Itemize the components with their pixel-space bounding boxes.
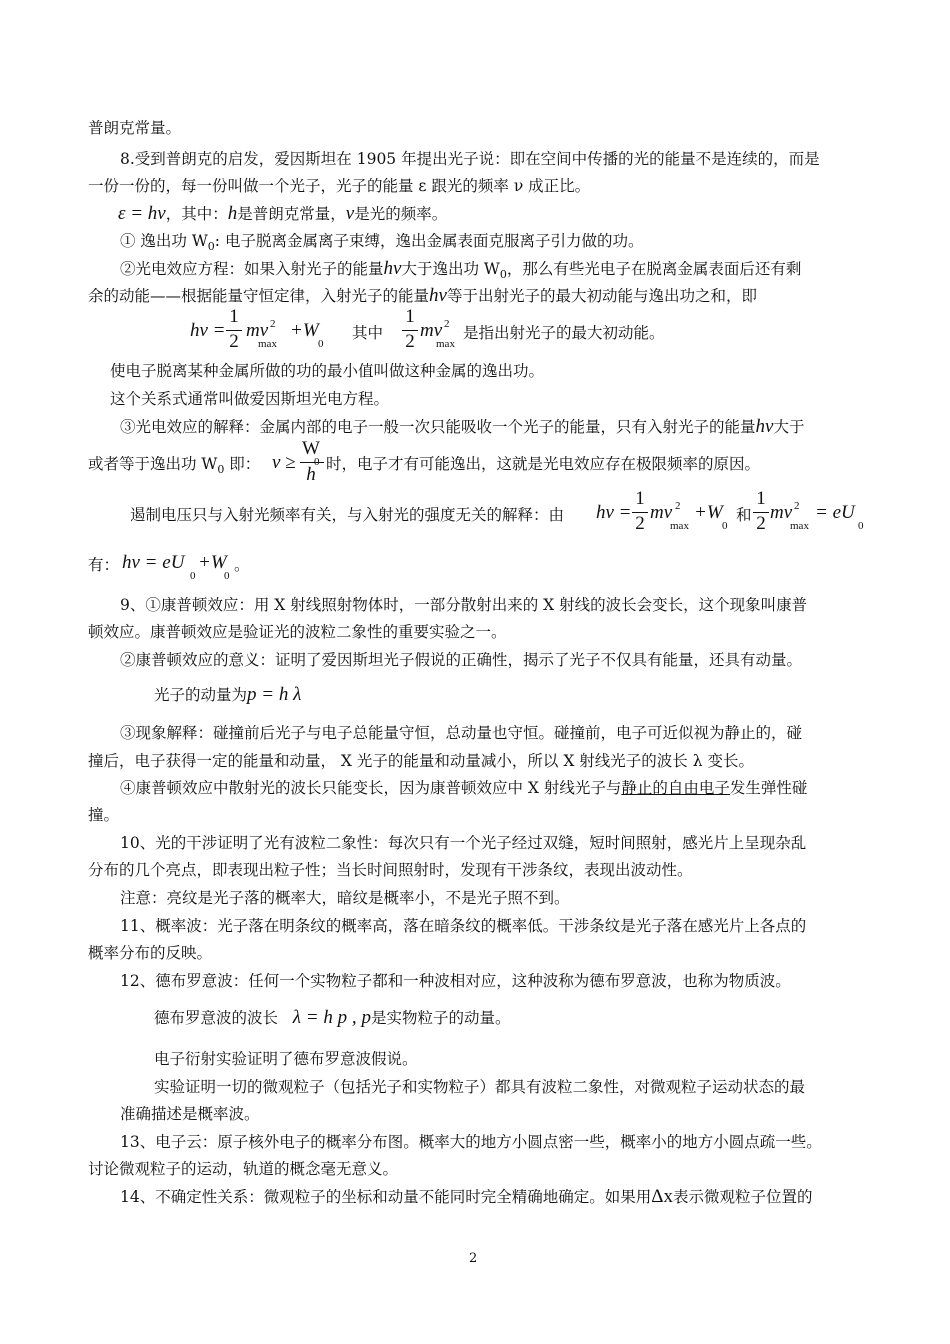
text-fragment: 是实物粒子的动量。 — [371, 1009, 511, 1027]
formula-eu: = eU — [815, 502, 855, 523]
formula-h: h — [227, 203, 238, 224]
text-fragment: 表示微观粒子位置的 — [672, 1188, 813, 1206]
subscript: max — [670, 520, 689, 532]
formula-hnu: hν — [383, 258, 402, 279]
text-fragment: 大于 — [773, 418, 805, 436]
fraction-numerator: 1 — [756, 488, 766, 509]
formula-hnu: hν — [429, 285, 447, 306]
text-line: 一份一份的，每一份叫做一个光子，光子的能量 ε 跟光的频率 ν 成正比。 — [88, 177, 591, 195]
formula-plus-w: +W — [694, 502, 723, 523]
page-number: 2 — [469, 1251, 478, 1266]
text-line — [88, 285, 757, 307]
formula-hnu: hν — [755, 416, 774, 437]
subscript: 0 — [224, 570, 230, 582]
fraction-denominator: 2 — [229, 331, 239, 352]
formula-de-broglie: λ = h p , — [292, 1007, 357, 1028]
text-fragment: 是普朗克常量， — [237, 205, 346, 223]
subscript: max — [790, 520, 809, 532]
fraction-numerator: 1 — [229, 306, 239, 327]
formula-mv: mv — [420, 320, 443, 341]
superscript: 2 — [675, 500, 681, 512]
formula-line — [154, 684, 301, 706]
underlined-text: 静止的自由电子 — [621, 779, 730, 797]
formula-mv: mv — [770, 502, 793, 523]
formula-delta-x: Δx — [651, 1186, 673, 1207]
text-line — [120, 258, 801, 282]
fraction-numerator: 1 — [405, 306, 415, 327]
fraction-bar — [300, 462, 324, 463]
text-line: 普朗克常量。 — [88, 119, 182, 137]
fraction-denominator: 2 — [405, 331, 415, 352]
text-fragment: 遏制电压只与入射光频率有关，与入射光的强度无关的解释：由 — [130, 506, 565, 524]
text-line: ②康普顿效应的意义：证明了爱因斯坦光子假说的正确性，揭示了光子不仅具有能量，还具有动量。 — [120, 651, 803, 669]
text-fragment: ① 逸出功 W — [120, 232, 208, 250]
text-fragment: 时，电子才有可能逸出，这就是光电效应存在极限频率的原因。 — [326, 455, 761, 473]
text-fragment: 和 — [736, 506, 752, 524]
formula-momentum: p = h λ — [247, 684, 302, 705]
text-fragment: 光子的动量为 — [154, 686, 248, 704]
subscript: 0 — [217, 463, 225, 476]
text-fragment: 其中 — [352, 324, 384, 342]
formula-line — [154, 1007, 511, 1029]
text-line: 8.受到普朗克的启发，爱因斯坦在 1905 年提出光子说：即在空间中传播的光的能量不是连续的，而是 — [120, 150, 820, 168]
text-line: 撞。 — [88, 806, 120, 824]
text-line: 撞后，电子获得一定的能量和动量， X 光子的能量和动量减小，所以 X 射线光子的波长 λ 变长。 — [88, 752, 754, 770]
text-line: ③现象解释：碰撞前后光子与电子总能量守恒，总动量也守恒。碰撞前，电子可近似视为静止的，碰 — [120, 724, 803, 742]
text-fragment: 大于逸出功 W — [401, 260, 500, 278]
text-fragment: ④康普顿效应中散射光的波长只能变长，因为康普顿效应中 X 射线光子与 — [120, 779, 622, 797]
formula-p: p — [361, 1007, 372, 1028]
formula-hv-eu: hν = eU — [122, 552, 185, 573]
subscript: 0 — [499, 268, 507, 281]
text-line — [120, 230, 643, 254]
formula-plus-w: +W — [290, 320, 319, 341]
fraction-numerator: 1 — [635, 488, 645, 509]
text-fragment: 。 — [234, 556, 250, 574]
text-fragment: : 电子脱离金属离子束缚，逸出金属表面克服离子引力做的功。 — [214, 232, 644, 250]
subscript: 0 — [722, 520, 728, 532]
text-line: 10、光的干涉证明了光有波粒二象性：每次只有一个光子经过双缝，短时间照射，感光片上呈现杂乱 — [120, 834, 807, 852]
formula-lhs: hν = — [190, 320, 226, 341]
text-line: 讨论微观粒子的运动，轨道的概念毫无意义。 — [88, 1160, 399, 1178]
text-fragment: 是光的频率。 — [354, 205, 448, 223]
text-line: 概率分布的反映。 — [88, 944, 213, 962]
subscript: 0 — [318, 338, 324, 350]
text-line — [120, 1186, 812, 1208]
formula-lhs: hν = — [596, 502, 632, 523]
formula-line — [118, 203, 447, 225]
text-fragment: 德布罗意波的波长 — [154, 1009, 279, 1027]
fraction-denominator: 2 — [756, 513, 766, 534]
text-fragment: ②光电效应方程：如果入射光子的能量 — [120, 260, 384, 278]
subscript: 0 — [207, 240, 215, 253]
superscript: 2 — [794, 500, 800, 512]
fraction-denominator: h — [306, 464, 316, 485]
subscript: 0 — [858, 520, 864, 532]
text-fragment: ，那么有些光电子在脱离金属表面后还有剩 — [506, 260, 802, 278]
formula-nu: ν — [345, 203, 355, 224]
text-line: 实验证明一切的微观粒子（包括光子和实物粒子）都具有波粒二象性，对微观粒子运动状态的最 — [154, 1078, 806, 1096]
subscript: max — [436, 338, 455, 350]
text-line: 12、德布罗意波：任何一个实物粒子都和一种波相对应，这种波称为德布罗意波，也称为物质波。 — [120, 972, 791, 990]
text-line: 11、概率波：光子落在明条纹的概率高，落在暗条纹的概率低。干涉条纹是光子落在感光片上各点的 — [120, 917, 807, 935]
text-line — [120, 777, 807, 799]
text-fragment: 14、不确定性关系：微观粒子的坐标和动量不能同时完全精确地确定。如果用 — [120, 1188, 652, 1206]
fraction-denominator: 2 — [635, 513, 645, 534]
text-fragment: 等于出射光子的最大初动能与逸出功之和，即 — [446, 287, 757, 305]
text-line: 分布的几个亮点，即表现出粒子性；当长时间照射时，发现有干涉条纹，表现出波动性。 — [88, 861, 693, 879]
text-fragment: 是指出射光子的最大初动能。 — [463, 324, 665, 342]
text-fragment — [88, 453, 260, 477]
formula-mv: mv — [246, 320, 269, 341]
text-line: 电子衍射实验证明了德布罗意波假说。 — [154, 1050, 418, 1068]
fraction-numerator: W — [302, 438, 320, 459]
text-line: 13、电子云：原子核外电子的概率分布图。概率大的地方小圆点密一些，概率小的地方小圆点疏一些。 — [120, 1133, 822, 1151]
formula-nu-ge: ν ≥ — [272, 452, 296, 473]
text-line: 顿效应。康普顿效应是验证光的波粒二象性的重要实验之一。 — [88, 623, 507, 641]
formula-mv: mv — [650, 502, 673, 523]
text-fragment: ③光电效应的解释：金属内部的电子一般一次只能吸收一个光子的能量，只有入射光子的能量 — [120, 418, 756, 436]
text-line: 注意：亮纹是光子落的概率大，暗纹是概率小，不是光子照不到。 — [120, 889, 570, 907]
subscript: max — [258, 338, 277, 350]
text-line: 准确描述是概率波。 — [120, 1105, 260, 1123]
subscript: 0 — [190, 570, 196, 582]
text-fragment: 或者等于逸出功 W — [88, 455, 218, 473]
text-line — [120, 416, 804, 438]
text-fragment: ，其中： — [165, 205, 228, 223]
text-fragment: 余的动能——根据能量守恒定律，入射光子的能量 — [88, 287, 430, 305]
text-fragment: 发生弹性碰 — [729, 779, 808, 797]
text-line: 9、①康普顿效应：用 X 射线照射物体时，一部分散射出来的 X 射线的波长会变长，这个现象叫康普 — [120, 596, 808, 614]
formula-plus-w: +W — [198, 552, 227, 573]
superscript: 2 — [270, 318, 276, 330]
superscript: 2 — [444, 318, 450, 330]
text-line: 这个关系式通常叫做爱因斯坦光电方程。 — [110, 390, 390, 408]
text-fragment: 有： — [88, 556, 120, 574]
text-fragment: 即： — [224, 455, 261, 473]
formula-epsilon: ε = hν — [118, 203, 166, 224]
text-line: 使电子脱离某种金属所做的功的最小值叫做这种金属的逸出功。 — [110, 362, 545, 380]
